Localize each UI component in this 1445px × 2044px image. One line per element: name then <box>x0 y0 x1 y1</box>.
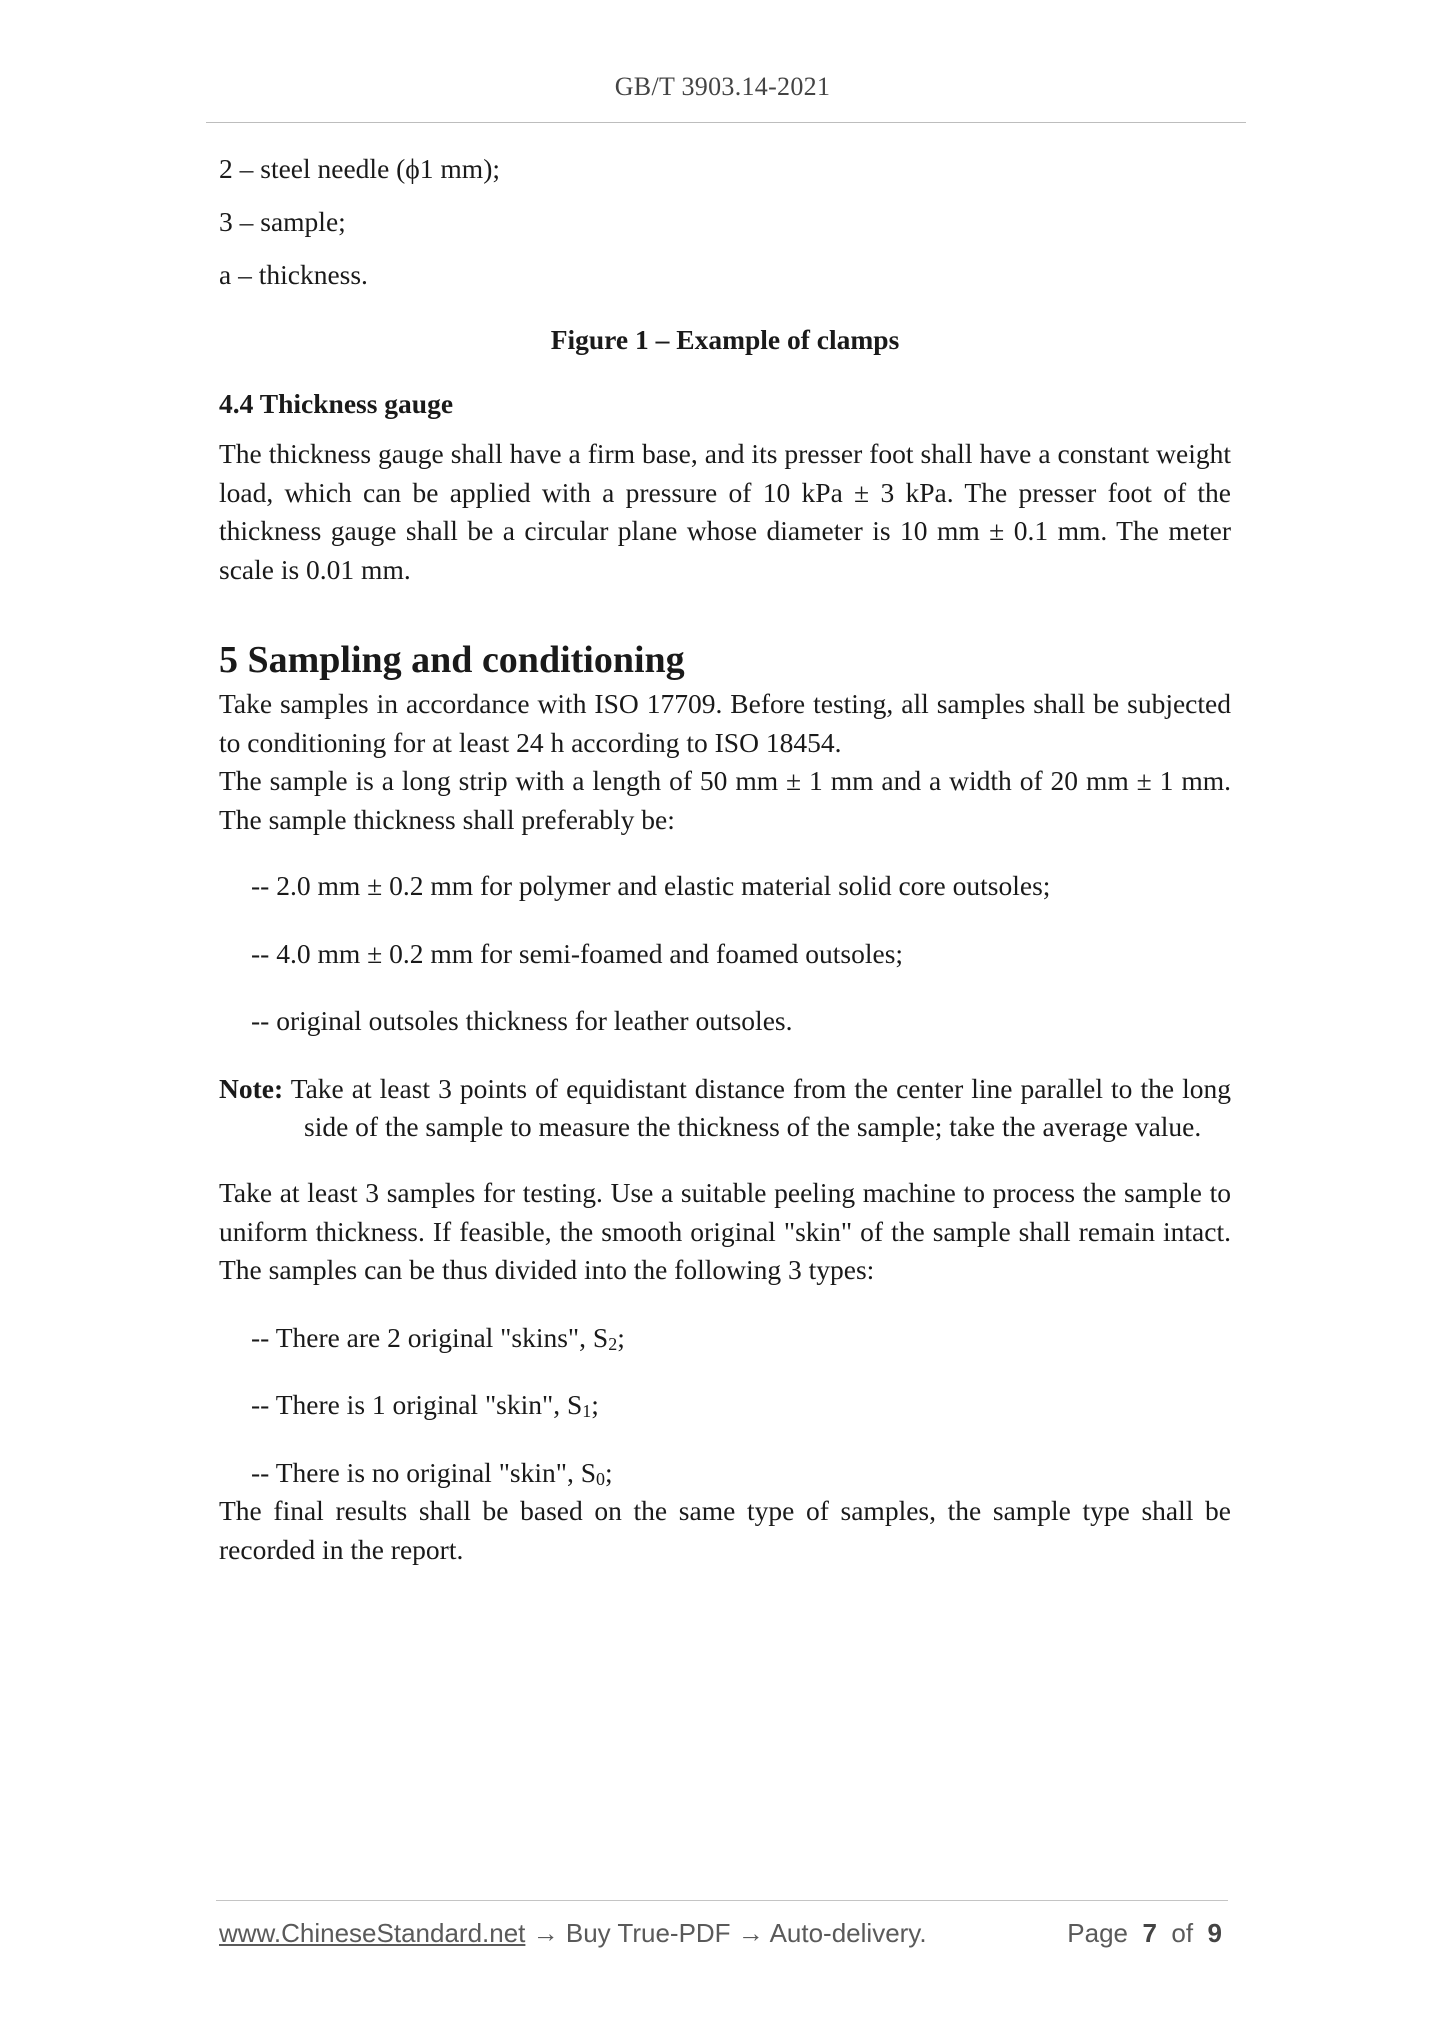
thickness-gauge-paragraph: The thickness gauge shall have a firm base, and its presser foot shall have a constant weight load, which can be applied with a pressure of 10 kPa ± 3 kPa. The presser foot of the thickness gauge shall be a circular plane whose diameter is 10 mm ± 0.1 mm. The meter scale is 0.01 mm. <box>219 438 1231 585</box>
figure-caption: Figure 1 – Example of clamps <box>550 324 900 355</box>
final-results-paragraph: The final results shall be based on the same type of samples, the sample type shall be recorded in the report. <box>219 1495 1231 1565</box>
section-heading-4-4: 4.4 Thickness gauge <box>219 388 454 419</box>
footer-divider <box>216 1900 1228 1901</box>
footer-promo <box>219 1918 927 1949</box>
page-header: GB/T 3903.14-2021 <box>614 72 831 101</box>
current-page: 7 <box>1142 1918 1157 1948</box>
legend-item-2: 2 – steel needle (ϕ1 mm); <box>219 153 500 184</box>
sampling-paragraph: Take samples in accordance with ISO 17709. Before testing, all samples shall be subjected to conditioning for at least 24 h according to ISO 18454. <box>219 688 1231 758</box>
note-text: Take at least 3 points of equidistant distance from the center line parallel to the long side of the sample to measure the thickness of the sample; take the average value. <box>290 1072 1231 1142</box>
skin-type-item: -- There is no original "skin", $S_0$; <box>251 1456 613 1489</box>
legend-item-3: 3 – sample; <box>219 206 346 237</box>
samples-paragraph: Take at least 3 samples for testing. Use a suitable peeling machine to process the sample to uniform thickness. If feasible, the smooth original "skin" of the sample shall remain intact. The samples can be thus divided into the following 3 types: <box>219 1177 1231 1285</box>
sample-dimensions-paragraph: The sample is a long strip with a length of 50 mm ± 1 mm and a width of 20 mm ± 1 mm. The sample thickness shall preferably be: <box>219 765 1231 835</box>
thickness-item: -- original outsoles thickness for leather outsoles. <box>251 1005 793 1036</box>
footer-tagline: → Buy True-PDF → Auto-delivery. <box>525 1918 927 1948</box>
note-block <box>219 1070 1231 1147</box>
section-title-5: 5 Sampling and conditioning <box>219 639 685 681</box>
note-label: Note: <box>219 1072 284 1104</box>
header-divider <box>206 122 1246 123</box>
total-pages: 9 <box>1207 1918 1222 1948</box>
skin-type-item: -- There is 1 original "skin", $S_1$; <box>251 1389 599 1421</box>
website-link[interactable]: www.ChineseStandard.net <box>219 1918 526 1948</box>
thickness-item: -- 2.0 mm ± 0.2 mm for polymer and elastic material solid core outsoles; <box>251 870 1051 901</box>
thickness-item: -- 4.0 mm ± 0.2 mm for semi-foamed and foamed outsoles; <box>251 937 904 969</box>
skin-type-item: -- There are 2 original "skins", $S_2$; <box>251 1321 625 1354</box>
page-indicator: Page 7 of 9 <box>1067 1918 1222 1948</box>
document-body <box>219 150 1231 1569</box>
legend-item-a: a – thickness. <box>219 259 368 290</box>
